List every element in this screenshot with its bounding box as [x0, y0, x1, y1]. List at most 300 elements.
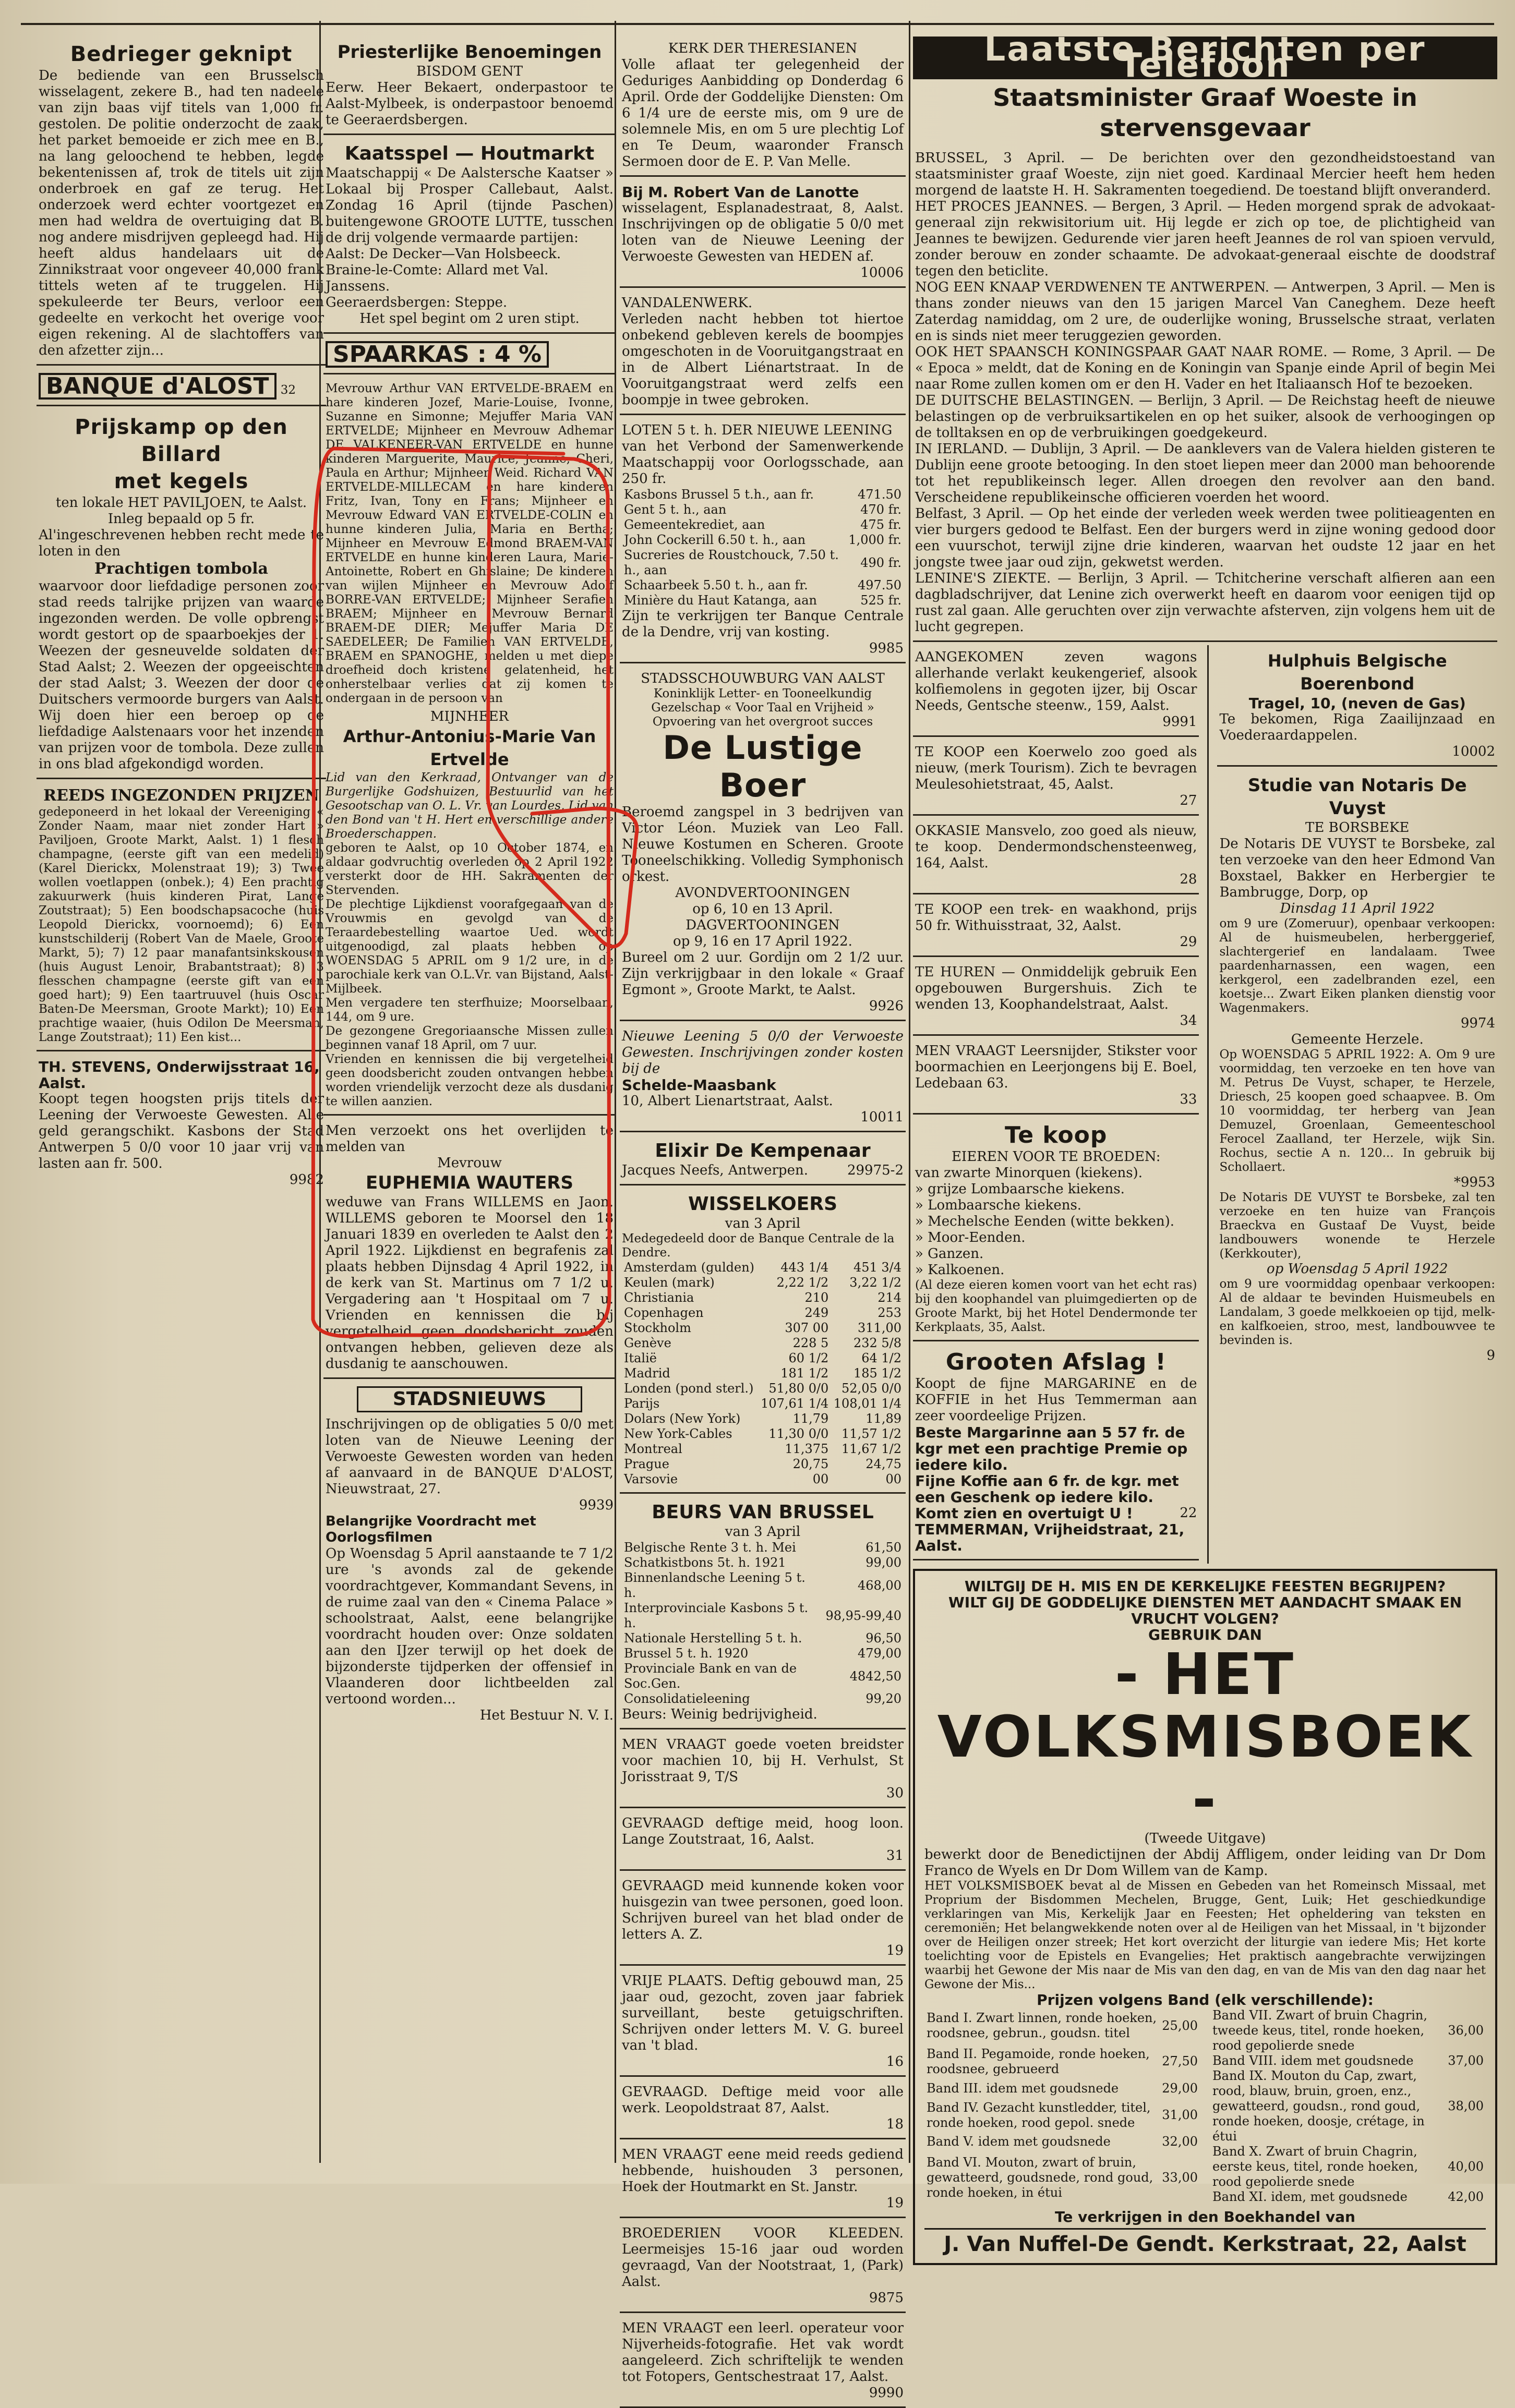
ads-row — [913, 645, 1497, 1564]
ad-addr: J. Van Nuffel-De Gendt. Kerkstraat, 22, Aalst — [924, 2228, 1486, 2256]
news-item: NOG EEN KNAAP VERDWENEN TE ANTWERPEN. — Antwerpen, 3 April. — Men is thans zonder nieuws van den 15 jarigen Marcel Van Caneghem. Deze heeft Zaterdag namiddag, om 2 ure, de ouderlijke woning, Brusselsche straat, verlaten en is sinds niet meer teruggezien geworden. — [915, 280, 1495, 344]
row-label: Genève — [624, 1336, 671, 1350]
row-label: Montreal — [624, 1442, 682, 1456]
ad-title: Studie van Notaris De Vuyst — [1247, 775, 1467, 819]
ad-text: wisselagent, Esplanadestraat, 8, Aalst. Inschrijvingen op de obligatie 5 0/0 met loten van de Nieuwe Leening der Verwoeste Gewesten van HEDEN af. — [622, 200, 904, 264]
row-value: 1,000 fr. — [848, 533, 901, 547]
row-label: Schatkistbons 5t. h. 1921 — [624, 1555, 786, 1570]
row-value: 00 — [885, 1472, 901, 1486]
ad-inleg: Inleg bepaald op 5 fr. — [107, 511, 255, 527]
ad-banque-dalost — [37, 369, 326, 406]
section-number: 9939 — [579, 1497, 614, 1513]
section-title: STADSNIEUWS — [357, 1386, 582, 1412]
telephone-banner: Laatste Berichten per Telefoon — [913, 37, 1497, 79]
ad-dag: DAGVERTOONINGEN — [686, 917, 840, 933]
row-value: 490 fr. — [860, 555, 901, 570]
ad-bank: Schelde-Maasbank — [622, 1076, 776, 1094]
classified-number: 16 — [886, 2054, 904, 2070]
row-value: 11,89 — [865, 1411, 901, 1426]
ad-avond-dates: op 6, 10 en 13 April. — [692, 901, 833, 917]
row-label: New York-Cables — [624, 1426, 732, 1441]
classified-text: GEVRAAGD deftige meid, hoog loon. Lange Zoutstraat, 16, Aalst. — [622, 1816, 904, 1847]
ad-title: Te koop — [1005, 1122, 1108, 1148]
ad-title: Bij M. Robert Van de Lanotte — [622, 184, 859, 201]
ad-venue: ten lokale HET PAVILJOEN, te Aalst. — [55, 495, 307, 511]
classified-text: GEVRAAGD. Deftige meid voor alle werk. Leopoldstraat 87, Aalst. — [622, 2084, 904, 2116]
row-value: 468,00 — [858, 1578, 901, 1593]
row-label: Londen (pond sterl.) — [624, 1381, 754, 1396]
table-row — [622, 1457, 904, 1472]
egg-item: van zwarte Minorquen (kiekens). — [915, 1165, 1143, 1181]
row-label: Provinciale Bank en van de Soc.Gen. — [624, 1661, 797, 1691]
news-item: BRUSSEL, 3 April. — De berichten over den gezondheidstoestand van staatsminister graaf Woeste, zijn niet goed. Kardinaal Mercier heeft hem heden morgend de laatste H. H. Sakramenten toegediend. De toestand blijft onveranderd. — [915, 150, 1495, 198]
classified-text: MEN VRAAGT een leerl. operateur voor Nijverheids-fotografie. Het vak wordt aangeleerd. Zich schriftelijk te wenden tot Fotopers, Gentschestraat 17, Aalst. — [622, 2320, 904, 2385]
table-row — [622, 517, 904, 533]
article-priester — [323, 37, 616, 135]
table-row — [622, 593, 904, 608]
classified-number: 9990 — [869, 2385, 904, 2401]
row-label: Parijs — [624, 1396, 660, 1411]
classified-text: VRIJE PLAATS. Deftig gebouwd man, 25 jaar oud, gezocht, zoven jaar fabriek surveillant, beste getuigschriften. Schrijven onder letters M. V. G. bureel van 't blad. — [622, 1973, 904, 2053]
ad-tekoop — [913, 1118, 1199, 1341]
row-value: 64 1/2 — [861, 1351, 901, 1365]
row-value: 38,00 — [1448, 2099, 1484, 2113]
obituary-intro: Men verzoekt ons het overlijden te melden van — [326, 1123, 614, 1155]
ad-addr: Tragel, 10, (neven de Gas) — [1248, 695, 1466, 712]
ad-row — [915, 1505, 1197, 1521]
table-row — [924, 2044, 1200, 2080]
news-list — [913, 146, 1497, 642]
row-value: 61,50 — [865, 1540, 901, 1555]
ad-end: (Al deze eieren komen voort van het echt ras) bij den koophandel van pluimgedierten op de Groote Markt, bij het Hotel Dendermonde ter Kerkplaats, 35, Aalst. — [915, 1278, 1197, 1334]
ad-text: Nieuwe Leening 5 0/0 der Verwoeste Gewesten. Inschrijvingen zonder kosten bij de — [622, 1028, 904, 1076]
row-value: 24,75 — [865, 1457, 901, 1471]
ad-afslag — [913, 1345, 1199, 1560]
column-3 — [620, 37, 906, 2401]
row-label: Band IV. Gezacht kunstledder, titel, ronde hoeken, rood gepol. snede — [927, 2100, 1151, 2130]
row-value: 443 1/4 — [780, 1260, 829, 1275]
ad-number: 9926 — [869, 998, 904, 1014]
obituary-bio: Lid van den Kerkraad, Ontvanger van de Burgerlijke Godshuizen, Bestuurlid van het Gesootschap van O. L. Vr. van Lourdes, Lid van den Bond van 't H. Hert en verschillige andere Broederschappen. — [326, 771, 614, 841]
table-row — [622, 1691, 904, 1707]
column-rule — [909, 21, 910, 2163]
ad-number: 10006 — [860, 265, 904, 281]
ad-line: Geeraerdsbergen: Steppe. — [326, 295, 508, 310]
ad-addr: TEMMERMAN, Vrijheidstraat, 21, Aalst. — [915, 1521, 1185, 1554]
table-row — [924, 2079, 1200, 2097]
ad-schouwburg — [620, 667, 906, 1021]
ad-number: 9 — [1486, 1348, 1495, 1363]
row-value: 40,00 — [1448, 2159, 1484, 2174]
row-label: Band II. Pegamoide, ronde hoeken, roodsnee, gebrueerd — [927, 2046, 1150, 2076]
row-value: 451 3/4 — [853, 1260, 901, 1275]
table-row — [1210, 2008, 1486, 2053]
row-label: Nationale Herstelling 5 t. h. — [624, 1631, 802, 1645]
ad-text: Beroemd zangspel in 3 bedrijven van Victor Léon. Muziek van Leo Fall. Nieuwe Kostumen en Scheren. Groote Tooneelschikking. Volledig Symphonisch orkest. — [622, 804, 904, 885]
row-label: Band VI. Mouton, zwart of bruin, gewatteerd, goudsnede, rond goud, ronde hoeken, in étui — [927, 2155, 1153, 2200]
ad-lanotte — [620, 180, 906, 288]
section-stadsnieuws — [323, 1382, 616, 1729]
ad-notaris — [1217, 770, 1497, 1369]
table-row — [622, 1275, 904, 1290]
row-label: Prague — [624, 1457, 669, 1471]
row-value: 99,00 — [865, 1555, 901, 1570]
table-row — [622, 1336, 904, 1351]
row-value: 31,00 — [1162, 2108, 1198, 2123]
ad-question: GEBRUIK DAN — [1148, 1626, 1262, 1643]
small-ad-number: 27 — [1180, 793, 1197, 808]
row-label: Keulen (mark) — [624, 1275, 715, 1290]
small-ad — [913, 898, 1199, 957]
ad-number: 22 — [1180, 1505, 1197, 1521]
row-label: Band V. idem met goudsnede — [927, 2134, 1111, 2149]
row-label: Italië — [624, 1351, 657, 1365]
article-title: REEDS INGEZONDEN PRIJZEN — [43, 786, 319, 805]
row-label: Dolars (New York) — [624, 1411, 741, 1426]
ads-left — [913, 645, 1199, 1564]
ad-text: Koopt de fijne MARGARINE en de KOFFIE in het Hus Temmerman aan zeer voordeelige Prijzen. — [915, 1376, 1197, 1424]
ad-spaarkas — [323, 337, 616, 374]
row-value: 11,79 — [792, 1411, 829, 1426]
row-label: Interprovinciale Kasbons 5 t. h. — [624, 1601, 809, 1630]
row-value: 36,00 — [1448, 2023, 1484, 2038]
row-label: Band VIII. idem met goudsnede — [1212, 2053, 1414, 2068]
article-bedrieger — [37, 37, 326, 366]
row-label: Kasbons Brussel 5 t.h., aan fr. — [624, 487, 814, 502]
table-row — [1210, 2053, 1486, 2068]
table-row — [622, 1426, 904, 1442]
classified-number: 18 — [886, 2116, 904, 2132]
obituary-body: weduwe van Frans WILLEMS en Jaon. WILLEMS geboren te Moorsel den 18 Januari 1839 en overleden te Aalst den 2 April 1922. Lijkdienst en begrafenis zal plaats hebben Dijnsdag 4 April 1922, in de kerk van St. Martinus om 7 1/2 u. Vergadering aan 't Hospitaal om 7 u. Vrienden en kennissen die bij vergetelheid geen doodsbericht zouden ontvangen hebben, gelieven deze als dusdanig te aanschouwen. — [326, 1194, 614, 1372]
ad-title: met kegels — [114, 469, 249, 493]
section-date: van 3 April — [725, 1524, 801, 1540]
stock-table — [622, 1540, 904, 1707]
classified-text: MEN VRAAGT goede voeten breidster voor machien 10, bij H. Verhulst, St Jorisstraat 9, T/S — [622, 1737, 904, 1785]
ad-label: BANQUE d'ALOST — [39, 373, 276, 400]
row-label: Band X. Zwart of bruin Chagrin, eerste keus, titel, ronde hoeken, rood gepolierde snede — [1212, 2144, 1418, 2189]
ad-kaatsspel — [323, 138, 616, 334]
ad-label: SPAARKAS : 4 % — [326, 341, 549, 368]
table-row — [622, 533, 904, 548]
row-value: 33,00 — [1162, 2170, 1198, 2185]
row-value: 471.50 — [858, 487, 901, 502]
ad-title: TH. STEVENS, Onderwijsstraat 16, Aalst. — [39, 1058, 320, 1092]
table-row — [622, 1381, 904, 1396]
ad-sub: Koninklijk Letter- en Tooneelkundig Gezelschap « Voor Taal en Vrijheid » — [651, 687, 874, 715]
egg-item: » Kalkoenen. — [915, 1262, 1005, 1278]
small-ad-text: MEN VRAAGT Leersnijder, Stikster voor boormachien en Leerjongens bij E. Boel, Ledebaan 63. — [915, 1043, 1197, 1091]
ad-number: 9974 — [1460, 1015, 1495, 1031]
section-date: van 3 April — [725, 1216, 801, 1231]
news-item: HET PROCES JEANNES. — Bergen, 3 April. — Heden morgend sprak de advokaat-generaal zijn rekwisitorium uit. Hij legde er zich op toe, de plichtigheid van Jeannes te bewijzen. Gedurende vier jaren heeft Jeannes de rol van spioen vervuld, zonder berouw en zonder schaamte. De advokaat-generaal eischte de doodstraf tegen den beticlite. — [915, 199, 1495, 279]
obituary-friends: Vrienden en kennissen die bij vergetelheid geen doodsbericht zouden ontvangen hebben worden vriendelijk verzocht deze als dusdanig te willen aanzien. — [326, 1052, 614, 1108]
column-rule — [1207, 645, 1209, 1564]
section-signature: Het Bestuur N. V. I. — [479, 1708, 614, 1723]
classified-ad — [620, 2221, 906, 2313]
egg-item: » grijze Lombaarsche kiekens. — [915, 1181, 1125, 1197]
egg-item: » Ganzen. — [915, 1246, 984, 1262]
row-value: 37,00 — [1448, 2053, 1484, 2068]
classified-number: 31 — [886, 1848, 904, 1864]
ad-addr: 10, Albert Lienartstraat, Aalst. — [622, 1093, 833, 1109]
ad-schelde — [620, 1024, 906, 1132]
price-columns — [924, 2008, 1486, 2205]
section-wisselkoers — [620, 1189, 906, 1494]
row-label: Consolidatieleening — [624, 1691, 750, 1706]
ad-date: Dinsdag 11 April 1922 — [1280, 901, 1435, 916]
classified-number: 19 — [886, 1943, 904, 1958]
small-ad-text: OKKASIE Mansvelo, zoo goed als nieuw, te koop. Dendermondschensteenweg, 164, Aalst. — [915, 823, 1197, 871]
ad-number: 9985 — [869, 640, 904, 656]
row-value: 4842,50 — [849, 1668, 901, 1684]
row-value: 27,50 — [1162, 2054, 1198, 2069]
row-label: Brussel 5 t. h. 1920 — [624, 1646, 749, 1661]
row-label: Gent 5 t. h., aan — [624, 502, 727, 517]
row-value: 497.50 — [858, 578, 901, 592]
ad-number: 10011 — [860, 1109, 904, 1125]
row-label: Minière du Haut Katanga, aan — [624, 593, 817, 608]
obituary-van-ertvelde — [323, 378, 616, 1116]
classified-number: 19 — [886, 2195, 904, 2211]
row-value: 98,95-99,40 — [825, 1608, 901, 1623]
egg-item: » Moor-Eenden. — [915, 1230, 1026, 1245]
row-value: 11,57 1/2 — [841, 1426, 901, 1441]
article-title: KERK DER THERESIANEN — [668, 41, 858, 56]
row-value: 185 1/2 — [853, 1366, 901, 1381]
table-row — [622, 1555, 904, 1570]
ad-line: Aalst: De Decker—Van Holsbeeck. — [326, 246, 561, 262]
row-label: Band XI. idem, met goudsnede — [1212, 2189, 1408, 2204]
article-body: Verleden nacht hebben tot hiertoe onbekend gebleven kerels de boompjes omgeschoten in de Vooruitgangstraat en in de Albert Liénartstraat. In de Vooruitgangstraat werd zelfs een boompje in twee gebroken. — [622, 311, 904, 408]
small-ad — [913, 819, 1199, 894]
small-ad — [913, 740, 1199, 816]
obituary-gathering: Men vergadere ten sterfhuize; Moorselbaan, 144, om 9 ure. — [326, 996, 614, 1024]
ads-right — [1217, 645, 1497, 1564]
table-row — [622, 1661, 904, 1691]
table-row — [924, 2008, 1200, 2044]
table-row — [1210, 2189, 1486, 2205]
ad-title: Kaatsspel — Houtmarkt — [344, 143, 595, 164]
obituary-family: Mevrouw Arthur VAN ERTVELDE-BRAEM en hare kinderen Jozef, Marie-Louise, Ivonne, Suzanne en Simonne; Mejuffer Maria VAN ERTVELDE; Mijnheer en Mevrouw Adhemar DE VALKENEER-VAN ERTVELDE en hunne kinderen Marguerite, Maurice, Jeanne, Cheri, Paula en Arthur; Mijnheer Weid. Richard VAN ERTVELDE-MILLECAM en hare kinderen Fritz, Ivan, Tony en Frans; Mijnheer en Mevrouw Edward VAN ERTVELDE-COLIN en hunne kinderen Julia, Maria en Bertha; Mijnheer en Mevrouw Edmond BRAEM-VAN ERTVELDE en hunne kinderen Laura, Marie-Antoinette, Robert en Ghislaine; De kinderen van wijlen Mijnheer en Mevrouw Adolf BORRE-VAN ERTVELDE; Mijnheer Serafien BRAEM; Mijnheer en Mevrouw Bernard BRAEM-DE DIER; Mejuffer Maria DE SAEDELEER; De Familien VAN ERTVELDE, BRAEM en SPANOGHE, melden u met diepe droefheid doch kristene gelatenheid, het onherstelbaar verlies dat zij komen te ondergaan in de persoon van — [326, 382, 614, 705]
row-value: 11,30 0/0 — [768, 1426, 829, 1441]
table-row — [622, 1305, 904, 1321]
small-ad-number: 9991 — [1162, 714, 1197, 730]
row-value: 253 — [877, 1305, 901, 1320]
ad-sub: TE BORSBEKE — [1305, 820, 1410, 836]
small-ads — [913, 645, 1199, 1115]
classified-text: MEN VRAAGT eene meid reeds gediend hebbende, huishouden 3 personen, Hoek der Houtmarkt en St. Janstr. — [622, 2147, 904, 2195]
row-value: 11,375 — [785, 1442, 829, 1456]
ad-title: Prijskamp op den Billard — [75, 415, 288, 466]
egg-list — [915, 1165, 1197, 1278]
egg-item: » Lombaarsche kiekens. — [915, 1197, 1082, 1213]
row-value: 214 — [877, 1290, 901, 1305]
row-value: 60 1/2 — [788, 1351, 829, 1365]
row-value: 52,05 0/0 — [841, 1381, 901, 1396]
price-table-right — [1210, 2008, 1486, 2205]
ad-avond: AVONDVERTOONINGEN — [675, 885, 850, 901]
table-row — [622, 502, 904, 517]
ad-sub: EIEREN VOOR TE BROEDEN: — [951, 1149, 1161, 1165]
section-sub: Medegedeeld door de Banque Centrale de la Dendre. — [622, 1232, 895, 1260]
column-2 — [323, 37, 616, 2163]
small-ad — [913, 960, 1199, 1036]
news-item: DE DUITSCHE BELASTINGEN. — Berlijn, 3 April. — De Reichstag heeft de nieuwe belastingen op de verbruiksartikelen en op het suiker, alsook de verhoogingen op de tolltaksen en op de verbruikingen goedgekeurd. — [915, 393, 1495, 441]
article-body: De bediende van een Brusselsch wisselagent, zekere B., had ten nadeele van zijn baas vijf titels van 1,000 fr. gestolen. De politie onderzocht de zaak, het parket bemoeide er zich mee en B., na lang geloochend te hebben, legde bekentenissen af, trok de titels uit zijn onderbroek en gaf ze terug. Het onderzoek werd echter voortgezet en men had weldra de overtuiging dat B. nog andere misdrijven gepleegd had. Hij heeft aldus handelaars uit de Zinnikstraat voor ongeveer 40,000 frank tittels weten af te truggelen. Hij spekuleerde ter Beurs, verloor een gedeelte en verkocht het overige voor eigen rekening. Al de slachtoffers van den afzetter zijn... — [39, 68, 324, 358]
row-value: 311,00 — [858, 1321, 901, 1335]
row-value: 2,22 1/2 — [776, 1275, 829, 1290]
row-label: Sucreries de Roustchouck, 7.50 t. h., aan — [624, 548, 839, 577]
ad-text: De Notaris DE VUYST te Borsbeke, zal ten verzoeke van den heer Edmond Van Boxstael, Bakker en Herbergier te Bambrugge, Dorp, op — [1219, 836, 1495, 900]
table-row — [622, 1366, 904, 1381]
ad-edition: (Tweede Uitgave) — [1144, 1831, 1266, 1846]
row-value: 181 1/2 — [780, 1366, 829, 1381]
classified-ad — [620, 1969, 906, 2077]
row-label: Band IX. Mouton du Cap, zwart, rood, blauw, bruin, groen, enz., gewatteerd, goudsn., rond goud, ronde hoeken, doosje, crétage, in étui — [1212, 2068, 1425, 2144]
table-row — [1210, 2068, 1486, 2144]
row-label: John Cockerill 6.50 t. h., aan — [624, 533, 806, 547]
row-value: 107,61 1/4 — [761, 1396, 829, 1411]
table-row — [622, 1646, 904, 1661]
ad-herzele: Gemeente Herzele. — [1291, 1032, 1424, 1047]
ad-title: Elixir De Kempenaar — [655, 1140, 871, 1161]
row-value: 470 fr. — [860, 502, 901, 517]
table-row — [622, 1260, 904, 1275]
ad-end: Zijn te verkrijgen ter Banque Centrale de la Dendre, vrij van kosting. — [622, 608, 904, 640]
classified-ad — [620, 2316, 906, 2408]
ad-text: Koopt tegen hoogsten prijs titels der Leening der Verwoeste Gewesten. Alle geld gerangschikt. Kasbons der Stad Antwerpen 5 0/0 voor 10 jaar vrij van lasten aan fr. 500. — [39, 1091, 324, 1171]
row-label: Band VII. Zwart of bruin Chagrin, tweede keus, titel, ronde hoeken, rood gepolierde snede — [1212, 2008, 1427, 2053]
classified-text: BROEDERIEN VOOR KLEEDEN. Leermeisjes 15-16 jaar oud worden gevraagd, Van der Nootstraat, 1, (Park) Aalst. — [622, 2225, 904, 2290]
ad-prijskamp — [37, 409, 326, 779]
article-body: gedeponeerd in het lokaal der Vereeniging « Zonder Naam, maar niet zonder Hart » Paviljoen, Groote Markt, Aalst. 1) 1 flesch champagne, (eerste gift van een medelid) (Karel Dierickx, Molenstraat 19); 3) Twee wollen voetlappen (onbek.); 4) Een prachtig zakuurwerk (huis kinderen Pirat, Lange Zoutstraat); 5) Een boodschapsacoche (huis Leopold Dierickx, voornoemd); 6) Een kunstschilderij (Robert Van de Maele, Groote Markt, 5); 7) 12 paar manafantsinkskousen (huis August Lenoir, Brabantstraat); 8) 3 flesschen champagne (eerste gift van een goed hart); 9) Een taartruuvel (huis Oscar Baten-De Meersman, Groote Markt); 10) Een prachtige waaier, (huis Odilon De Meersman, Lange Zoutstraat); 11) Een kist... — [39, 805, 324, 1044]
classified-ad — [620, 2080, 906, 2139]
obituary-name: Arthur-Antonius-Marie Van Ertvelde — [343, 727, 596, 769]
article-subtitle: BISDOM GENT — [416, 64, 523, 79]
classified-ad — [620, 1733, 906, 1808]
table-row — [924, 2097, 1200, 2133]
ad-line: Braine-le-Comte: Allard met Val. Janssens. — [326, 262, 549, 294]
article-title: Priesterlijke Benoemingen — [337, 42, 602, 63]
article-kerk — [620, 37, 906, 177]
row-label: Gemeentekrediet, aan — [624, 517, 765, 532]
obituary-funeral: De plechtige Lijkdienst voorafgegaan van de Vrouwmis en gevolgd van de Teraardebestelling waartoe Ued. wordt uitgenoodigd, zal plaats hebben op WOENSDAG 5 APRIL om 9 1/2 ure, in de parochiale kerk van O.L.Vr. van Bijstand, Aalst-Mijlbeek. — [326, 898, 614, 996]
ad-contents: HET VOLKSMISBOEK bevat al de Missen en Gebeden van het Romeinsch Missaal, met Proprium der Bisdommen Mechelen, Brugge, Gent, Luik; Het geschiedkundige verklaringen van Mis, Kerkelijk Jaar en Feesten; Het opheldering van teksten en ceremoniën; Het belangwekkende noten over al de Heiligen van het Missaal, in 't bijzonder over de Heiligen onzer streek; Het kort overzicht der liturgie van iedere Mis; Het korte toelichting voor de Epistels en Evangelies; Het praktisch aangebrachte verwijzingen waarbij het Gewone der Mis naar de Mis van den dag, en van de Mis van den dag naar het Gewone der Mis... — [924, 1879, 1486, 1991]
classified-number: 30 — [886, 1785, 904, 1801]
ad-end: Bureel om 2 uur. Gordijn om 2 1/2 uur. Zijn verkrijgbaar in den lokale « Graaf Egmont », Groote Markt, te Aalst. — [622, 950, 904, 998]
row-value: 307 00 — [785, 1321, 829, 1335]
table-row — [622, 1411, 904, 1426]
table-row — [622, 548, 904, 578]
article-vandalen — [620, 291, 906, 415]
ad-text: bewerkt door de Benedictijnen der Abdij Affligem, onder leiding van Dr Dom Franco de Wyels en Dr Dom Willem van de Kamp. — [924, 1847, 1486, 1879]
table-row — [924, 2133, 1200, 2151]
section-title: BEURS VAN BRUSSEL — [652, 1502, 874, 1523]
ad-title: - HET VOLKSMISBOEK - — [937, 1641, 1473, 1833]
table-row — [622, 1396, 904, 1411]
classifieds — [620, 1733, 906, 2408]
ad-date2: op Woensdag 5 April 1922 — [1267, 1261, 1448, 1277]
article-body: Volle aflaat ter gelegenheid der Geduriges Aanbidding op Donderdag 6 April. Orde der Goddelijke Diensten: Om 6 1/4 ure de eerste mis, om 9 ure de solemnele Mis, en om 5 ure plechtig Lof en Te Deum, waaronder Fransch Sermoen door de E. P. Van Melle. — [622, 57, 904, 170]
table-row — [622, 1631, 904, 1646]
ad-sub2: Opvoering van het overgroot succes — [652, 715, 873, 729]
row-value: 210 — [804, 1290, 829, 1305]
news-item: IN IERLAND. — Dublijn, 3 April. — De aanklevers van de Valera hielden gisteren te Dublijn eene groote betooging. In den stoet liepen meer dan 2000 man behoorende tot het republikeinsch leger. Allen droegen den revolver aan den band. Verscheidene republikeinsche officieren voerden het woord. — [915, 441, 1495, 505]
headline-woeste: Staatsminister Graaf Woeste in stervensgevaar — [993, 83, 1417, 142]
row-label: Band III. idem met goudsnede — [927, 2080, 1119, 2096]
row-label: Belgische Rente 3 t. h. Mei — [624, 1540, 796, 1555]
small-ad-number: 34 — [1180, 1013, 1197, 1028]
row-value: 32,00 — [1162, 2134, 1198, 2149]
small-ad-number: 33 — [1180, 1092, 1197, 1107]
table-row — [622, 1570, 904, 1601]
small-ad-number: 28 — [1180, 872, 1197, 887]
row-label: Madrid — [624, 1366, 670, 1381]
table-row — [622, 1321, 904, 1336]
obituary-born: geboren te Aalst, op 10 October 1874, en aldaar godvruchtig overleden op 2 April 1922 versterkt door de HH. Sakramenten der Stervenden. — [326, 841, 614, 897]
article-reeds — [37, 782, 326, 1051]
ad-text5: om 9 ure voormiddag openbaar verkoopen: Al de aldaar te bevinden Huismeubels en Landalam, 3 goede melkkoeien op tijd, melk- en kalfkoeien, stroo, mest, landbouwvee te bevinden is. — [1219, 1277, 1495, 1347]
small-ad-text: TE KOOP een trek- en waakhond, prijs 50 fr. Withuisstraat, 32, Aalst. — [915, 902, 1197, 934]
egg-item: » Mechelsche Eenden (witte bekken). — [915, 1214, 1174, 1229]
small-ad — [913, 645, 1199, 737]
small-ad-text: TE HUREN — Onmiddelijk gebruik Een opgebouwen Burgershuis. Zich te wenden 13, Koophandelstraat, Aalst. — [915, 964, 1197, 1012]
ad-number: 29975-2 — [847, 1163, 904, 1178]
table-row — [622, 487, 904, 502]
obituary-wauters — [323, 1119, 616, 1379]
ad-title: Hulphuis Belgische Boerenbond — [1267, 651, 1447, 694]
article-title: Bedrieger geknipt — [70, 42, 293, 66]
obituary-masses: De gezongene Gregoriaansche Missen zullen beginnen vanaf 18 April, om 7 uur. — [326, 1024, 614, 1052]
ad-title: STADSSCHOUWBURG VAN AALST — [641, 671, 885, 686]
ad-end: Te verkrijgen in den Boekhandel van — [1055, 2208, 1355, 2225]
row-value: 475 fr. — [860, 517, 901, 532]
row-value: 249 — [804, 1305, 829, 1320]
ad-end: Het spel begint om 2 uren stipt. — [359, 311, 580, 326]
small-ad-text: TE KOOP een Koerwelo zoo goed als nieuw, (merk Tourism). Zich te bevragen Meulesohietstraat, 45, Aalst. — [915, 744, 1197, 792]
ad-text: Maatschappij « De Aalstersche Kaatser » Lokaal bij Prosper Callebaut, Aalst. Zondag 16 April (tijnde Paschen) buitengewone GROOTE LUTTE, tusschen de drij volgende vermaarde partijen: — [326, 165, 614, 246]
row-value: 96,50 — [865, 1631, 901, 1645]
section-body: Op Woensdag 5 April aanstaande te 7 1/2 ure 's avonds zal de gekende voordrachtgever, Kommandant Sevens, in de ruime zaal van den « Cinema Palace » schoolstraat, Aalst, eene belangrijke voordracht houden over: Onze soldaten aan den IJzer terwijl op het doek de bijzonderste tijdperken der offensief in Vlaanderen door lichtbeelden zal vertoond worden... — [326, 1546, 614, 1707]
row-label: Varsovie — [624, 1472, 678, 1486]
table-row — [622, 1351, 904, 1366]
row-label: Copenhagen — [624, 1305, 704, 1320]
ad-question: WILTGIJ DE H. MIS EN DE KERKELIJKE FEESTEN BEGRIJPEN? — [964, 1578, 1446, 1595]
row-value: 51,80 0/0 — [768, 1381, 829, 1396]
row-value: 525 fr. — [860, 593, 901, 608]
article-title: VANDALENWERK. — [622, 295, 753, 311]
ad-number: *9953 — [1453, 1175, 1495, 1190]
classified-text: GEVRAAGD meid kunnende koken voor huisgezin van twee personen, goed loon. Schrijven bureel van het blad onder de letters A. Z. — [622, 1878, 904, 1942]
row-value: 25,00 — [1162, 2018, 1198, 2033]
classified-number: 9875 — [869, 2290, 904, 2306]
table-row — [622, 1540, 904, 1555]
row-value: 42,00 — [1448, 2189, 1484, 2204]
table-row — [924, 2151, 1200, 2205]
obituary-name: EUPHEMIA WAUTERS — [365, 1172, 573, 1193]
ad-question: WILT GIJ DE GODDELIJKE DIENSTEN MET AANDACHT SMAAK EN VRUCHT VOLGEN? — [948, 1594, 1462, 1627]
ad-number: 9982 — [289, 1172, 324, 1188]
news-item: LENINE'S ZIEKTE. — Berlijn, 3 April. — Tchitcherine verschaft alfieren aan een dagbladschrijver, dat Lenine zich overwerkt heeft en daarom voor eenigen tijd op rust zal gaan. Alle geruchten over zijn verwachte afsterven, zijn volgens hem uit de lucht gegrepen. — [915, 571, 1495, 635]
ad-line: Fijne Koffie aan 6 fr. de kgr. met een Geschenk op iedere kilo. — [915, 1472, 1179, 1506]
ad-text2: om 9 ure (Zomeruur), openbaar verkoopen: Al de huismeubelen, herberggerief, slachtergerief en landalaam. Twee paardenharnassen, een wagen, een kerkgerol, een zadelbranden ezel, een koetsje... Zwart Eiken planken dienstig voor Wagenmakers. — [1219, 917, 1495, 1015]
column-1 — [37, 37, 326, 2163]
exchange-table — [622, 1260, 904, 1487]
table-row — [1210, 2144, 1486, 2189]
ad-tombola: Prachtigen tombola — [94, 560, 268, 578]
row-value: 00 — [812, 1472, 829, 1486]
ad-row — [622, 1163, 904, 1179]
